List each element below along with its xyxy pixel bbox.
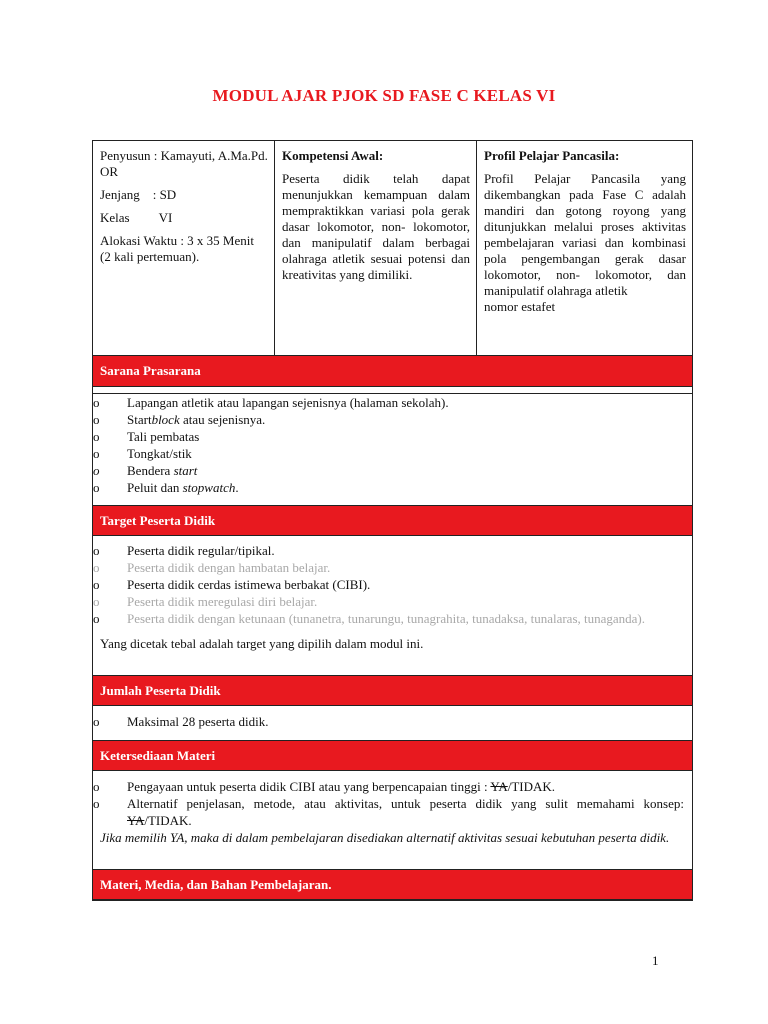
target-list [93, 542, 692, 627]
kompetensi-column [275, 141, 477, 356]
jumlah-list [93, 713, 692, 730]
jumlah-section [92, 706, 693, 740]
kompetensi-text: Peserta didik telah dapat menunjukkan kemampuan dalam mempraktikkan variasi pola gerak dasar lokomotor, non- lokomotor, dan manipulatif dalam berbagai olahraga atletik sesuai potensi dan kreativitas yang dimiliki. [282, 171, 470, 282]
target-note: Yang dicetak tebal adalah target yang dipilih dalam modul ini. [100, 636, 424, 651]
profil-text: Profil Pelajar Pancasila yang dikembangkan pada Fase C adalah mandiri dan gotong royong yang ditunjukkan melalui proses aktivitas pembelajaran variasi dan kombinasi pola pengembangan gerak dasar lokomotor, non- lokomotor, dan manipulatif olahraga atletik [484, 171, 686, 298]
list-item: o Peluit dan stopwatch. [93, 480, 239, 495]
list-item: o Peserta didik meregulasi diri belajar. [93, 594, 318, 609]
list-item: o Lapangan atletik atau lapangan sejenisnya (halaman sekolah). [93, 395, 449, 410]
list-item: o Startblock atau sejenisnya. [93, 412, 266, 427]
list-item: o Pengayaan untuk peserta didik CIBI atau yang berpencapaian tinggi : YA/TIDAK. [93, 779, 556, 794]
page-number: 1 [652, 953, 659, 968]
jumlah-heading-bar [92, 675, 693, 706]
list-item: o Bendera start [93, 463, 198, 478]
target-section [92, 536, 693, 675]
ketersediaan-heading: Ketersediaan Materi [100, 747, 216, 763]
sarana-list [93, 394, 692, 496]
ketersediaan-note: Jika memilih YA, maka di dalam pembelajaran disediakan alternatif aktivitas sesuai kebutuhan peserta didik. [100, 830, 670, 845]
list-item: o Peserta didik dengan hambatan belajar. [93, 560, 331, 575]
alokasi-text: Alokasi Waktu : 3 x 35 Menit (2 kali pertemuan). [100, 233, 254, 264]
list-item: o Alternatif penjelasan, metode, atau aktivitas, untuk peserta didik yang sulit memahami konsep: YA/TIDAK. [93, 796, 684, 828]
ketersediaan-heading-bar [92, 740, 693, 771]
materi-heading-bar [92, 869, 693, 900]
target-heading-bar [92, 505, 693, 536]
list-item: o Peserta didik dengan ketunaan (tunanetra, tunarungu, tunagrahita, tunadaksa, tunalaras, tunaganda). [93, 611, 646, 626]
list-item: o Peserta didik cerdas istimewa berbakat (CIBI). [93, 577, 371, 592]
sarana-heading: Sarana Prasarana [100, 363, 201, 378]
identity-column [93, 141, 275, 356]
list-item: o Peserta didik regular/tipikal. [93, 543, 275, 558]
jenjang-text: Jenjang : SD [100, 187, 177, 202]
sarana-section [92, 387, 693, 505]
ketersediaan-list [93, 778, 692, 829]
document-title: MODUL AJAR PJOK SD FASE C KELAS VI [212, 86, 556, 105]
list-item: o Maksimal 28 peserta didik. [93, 714, 269, 729]
kelas-text: Kelas VI [100, 210, 173, 225]
target-heading: Target Peserta Didik [100, 512, 216, 528]
profil-column [477, 141, 692, 356]
jumlah-heading: Jumlah Peserta Didik [100, 682, 221, 698]
materi-heading: Materi, Media, dan Bahan Pembelajaran. [100, 876, 332, 892]
kompetensi-heading: Kompetensi Awal: [282, 148, 384, 163]
list-item: o Tongkat/stik [93, 446, 192, 461]
sarana-heading-bar [92, 355, 693, 387]
penyusun-text: Penyusun : Kamayuti, A.Ma.Pd. OR [100, 148, 268, 179]
ketersediaan-section [92, 771, 693, 869]
profil-text-last: nomor estafet [484, 299, 556, 314]
table-bottom-border [92, 900, 693, 901]
identity-table [92, 140, 693, 356]
list-item: o Tali pembatas [93, 429, 200, 444]
profil-heading: Profil Pelajar Pancasila: [484, 148, 620, 163]
